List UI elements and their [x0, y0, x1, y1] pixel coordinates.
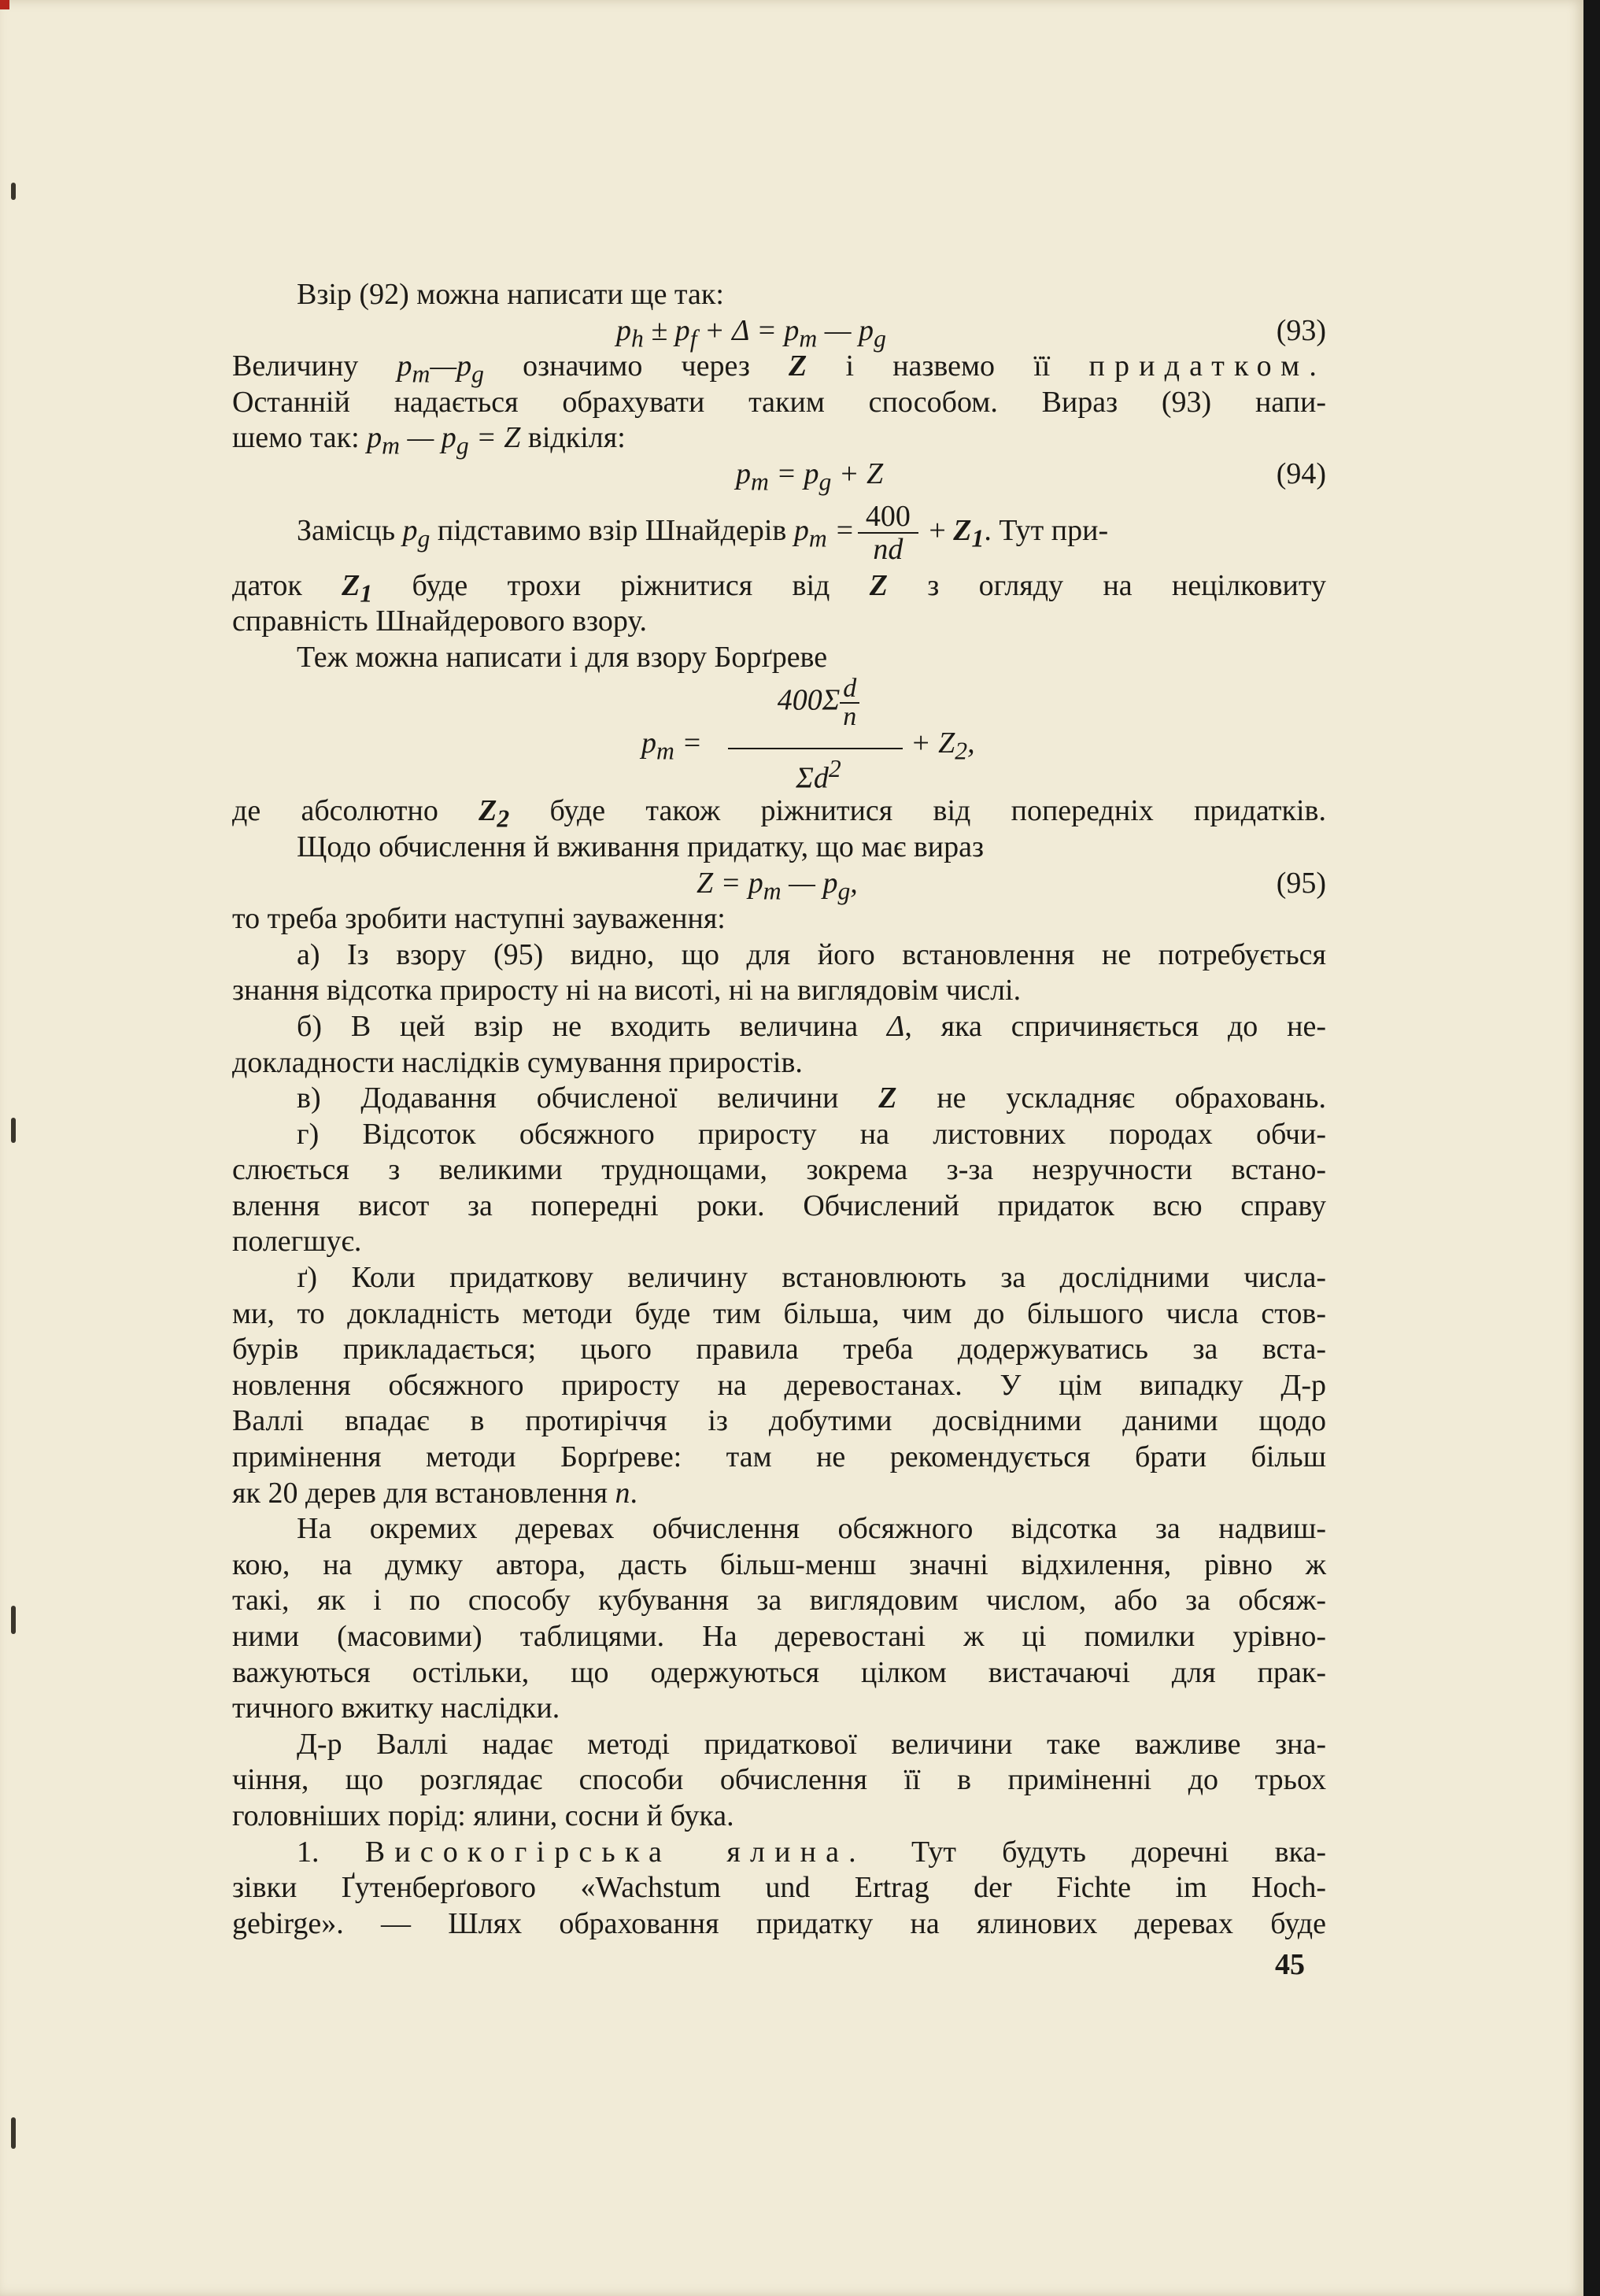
scan-corner-mark	[0, 0, 9, 9]
equation-number: (95)	[1276, 866, 1326, 900]
text-span: На окремих деревах обчислення обсяжного відсотка за надвиш-	[297, 1512, 1326, 1546]
math-expression: $p_m$ — $p_g = Z$	[367, 421, 521, 460]
text-span: новлення обсяжного приросту на деревостанах. У цім випадку Д-р	[232, 1368, 1326, 1402]
text-span: чіння, що розглядає способи обчислення її в приміненні до трьох	[232, 1763, 1326, 1797]
equation-formula: $Z = p_m$ — $p_g$,	[697, 866, 858, 905]
text-line	[232, 1870, 1326, 1906]
text-line	[232, 568, 1326, 608]
text-line	[232, 1224, 1326, 1260]
text-line	[232, 640, 1326, 676]
fraction-numerator: 400	[858, 501, 918, 534]
math-symbol: Δ	[887, 1009, 905, 1043]
text-span: ґ) Коли придаткову величину встановлюють за дослідними числа-	[297, 1261, 1326, 1295]
text-span: Замісць	[297, 513, 403, 547]
text-line	[232, 1511, 1326, 1547]
equation-rhs: + $Z_2$,	[911, 727, 975, 765]
text-span: буде трохи ріжнитися від	[372, 568, 870, 602]
text-span: означимо через	[483, 349, 789, 383]
text-line	[232, 973, 1326, 1009]
text-line	[232, 1189, 1326, 1225]
math-symbol: $Z_1$	[953, 513, 985, 553]
text-line	[232, 830, 1326, 866]
text-line	[232, 277, 1326, 313]
text-span: Щодо обчислення й вживання придатку, що має вираз	[297, 830, 984, 863]
equation-formula: $p_m = p_g + Z$	[736, 457, 884, 496]
math-expression: $p_g$	[402, 513, 430, 553]
text-line	[232, 1009, 1326, 1045]
text-line	[232, 1691, 1326, 1727]
binding-mark	[11, 2117, 16, 2149]
math-symbol: n	[615, 1476, 630, 1510]
numerator-text: 400Σ	[777, 684, 841, 718]
nested-fraction	[840, 675, 859, 730]
text-span: слюється з великими труднощами, зокрема з-за незручности встано-	[232, 1153, 1326, 1187]
emphasized-term: придатком.	[1088, 349, 1326, 383]
text-span: справність Шнайдерового взору.	[232, 605, 648, 638]
math-symbol: Z	[869, 568, 888, 602]
section-heading: Високогірська ялина.	[364, 1835, 866, 1869]
equation-number: (93)	[1276, 313, 1326, 347]
text-line	[232, 349, 1326, 388]
text-span: шемо так:	[232, 421, 368, 455]
binding-mark	[11, 1606, 16, 1634]
nested-numerator: d	[840, 675, 859, 704]
math-symbol: $Z_2$	[479, 794, 510, 833]
page-body	[232, 277, 1326, 1942]
equation-formula: $p_h \pm p_f + \Delta = p_m$ — $p_g$	[616, 313, 886, 353]
text-span: і назвемо її	[807, 349, 1089, 383]
math-expression: $p_m—p_g$	[397, 349, 484, 388]
text-span: бурів прикладається; цього правила треба додержуватись за вста-	[232, 1333, 1326, 1366]
text-span: а) Із взору (95) видно, що для його встановлення не потребується	[297, 937, 1326, 971]
text-line	[232, 937, 1326, 974]
equation-94	[232, 457, 1326, 496]
fraction-bar	[728, 748, 903, 749]
text-span: . Тут при-	[984, 513, 1109, 547]
text-line	[232, 901, 1326, 937]
text-line	[232, 1045, 1326, 1081]
text-span: головніших порід: ялини, сосни й бука.	[232, 1799, 734, 1832]
fraction-denominator: nd	[873, 532, 903, 566]
text-line	[232, 1799, 1326, 1835]
text-line	[232, 493, 1326, 568]
equation-number: (94)	[1276, 457, 1326, 490]
math-symbol: $Z_1$	[342, 568, 373, 608]
text-span: не ускладняє обраховань.	[896, 1081, 1326, 1115]
text-span: г) Відсоток обсяжного приросту на листовних породах обчи-	[297, 1117, 1326, 1151]
text-line	[232, 1117, 1326, 1153]
text-span: буде також ріжнитися від попередніх придатків.	[509, 794, 1326, 828]
math-symbol: Z	[789, 349, 807, 383]
text-line	[232, 1906, 1326, 1943]
text-span: кою, на думку автора, дасть більш-менш значні відхилення, рівно ж	[232, 1547, 1326, 1581]
text-span: відкіля:	[520, 421, 626, 455]
text-span: 1.	[297, 1835, 365, 1869]
fraction	[858, 501, 918, 565]
text-line	[232, 1476, 1326, 1512]
text-span: Взір (92) можна написати ще так:	[297, 278, 724, 311]
text-line	[232, 793, 1326, 833]
text-span: даток	[232, 568, 342, 602]
text-line	[232, 604, 1326, 640]
text-span: докладности наслідків сумування приростів.	[232, 1045, 803, 1079]
text-span: Останній надається обрахувати таким способом. Вираз (93) напи-	[232, 385, 1326, 419]
text-span: де абсолютно	[232, 794, 479, 828]
text-span: полегшує.	[232, 1225, 362, 1259]
text-line	[232, 1835, 1326, 1871]
equation-borggreve	[232, 675, 1326, 793]
text-line	[232, 1403, 1326, 1440]
text-span: влення висот за попередні роки. Обчислений придаток всю справу	[232, 1189, 1326, 1222]
text-span: підставимо взір Шнайдерів	[430, 513, 794, 547]
text-span: зівки Ґутенберґового «Wachstum und Ertrag der Fichte im Hoch-	[232, 1871, 1326, 1905]
text-span: ми, то докладність методи буде тим більша, чим до більшого числа стов-	[232, 1296, 1326, 1330]
text-line	[232, 420, 1326, 460]
fraction-denominator: $\Sigma d^2$	[796, 755, 841, 795]
text-span: Д-р Валлі надає методі придаткової величини таке важливе зна-	[297, 1727, 1326, 1761]
text-line	[232, 1152, 1326, 1189]
text-span: , яка спричиняється до не-	[904, 1009, 1326, 1043]
text-line	[232, 1547, 1326, 1584]
text-span: як 20 дерев для встановлення	[232, 1476, 615, 1510]
text-span: примінення методи Борґреве: там не рекомендується брати більш	[232, 1440, 1326, 1474]
text-span: б) В цей взір не входить величина	[297, 1009, 888, 1043]
text-span: Величину	[232, 349, 397, 383]
equation-95	[232, 866, 1326, 905]
text-line	[232, 1655, 1326, 1691]
text-span: +	[921, 513, 954, 547]
text-span: з огляду на нецілковиту	[887, 568, 1326, 602]
text-span: в) Додавання обчисленої величини	[297, 1081, 879, 1115]
text-span: Тут будуть доречні вка-	[865, 1835, 1326, 1869]
text-line	[232, 1762, 1326, 1799]
text-span: тичного вжитку наслідки.	[232, 1691, 560, 1725]
math-expression: $p_m$ =	[793, 513, 855, 553]
nested-denominator: n	[843, 702, 857, 732]
text-line	[232, 1368, 1326, 1404]
binding-mark	[11, 183, 16, 200]
equation-93	[232, 313, 1326, 353]
text-line	[232, 1440, 1326, 1476]
fraction-numerator	[744, 675, 893, 730]
text-span: то треба зробити наступні зауваження:	[232, 902, 726, 936]
text-span: важуються остільки, що одержуються цілком вистачаючі для прак-	[232, 1655, 1326, 1689]
text-line	[232, 385, 1326, 421]
text-span: ними (масовими) таблицями. На деревостані ж ці помилки урівно-	[232, 1620, 1326, 1653]
text-span: .	[630, 1476, 638, 1510]
text-span: знання відсотка приросту ні на висоті, ні на виглядовім числі.	[232, 974, 1022, 1008]
text-span: Валлі впадає в протиріччя із добутими досвідними даними щодо	[232, 1404, 1326, 1438]
text-line	[232, 1260, 1326, 1296]
text-span: Теж можна написати і для взору Борґреве	[297, 640, 828, 674]
text-line	[232, 1583, 1326, 1619]
math-symbol: Z	[878, 1081, 897, 1115]
text-line	[232, 1619, 1326, 1655]
text-span: gebirge». — Шлях обраховання придатку на ялинових деревах буде	[232, 1906, 1326, 1940]
text-line	[232, 1727, 1326, 1763]
text-line	[232, 1332, 1326, 1368]
text-span: такі, як і по способу кубування за виглядовим числом, або за обсяж-	[232, 1584, 1326, 1618]
page-number: 45	[1275, 1948, 1305, 1981]
equation-lhs: $p_m$ =	[641, 727, 703, 765]
text-line	[232, 1081, 1326, 1117]
binding-mark	[11, 1118, 16, 1143]
text-line	[232, 1296, 1326, 1333]
